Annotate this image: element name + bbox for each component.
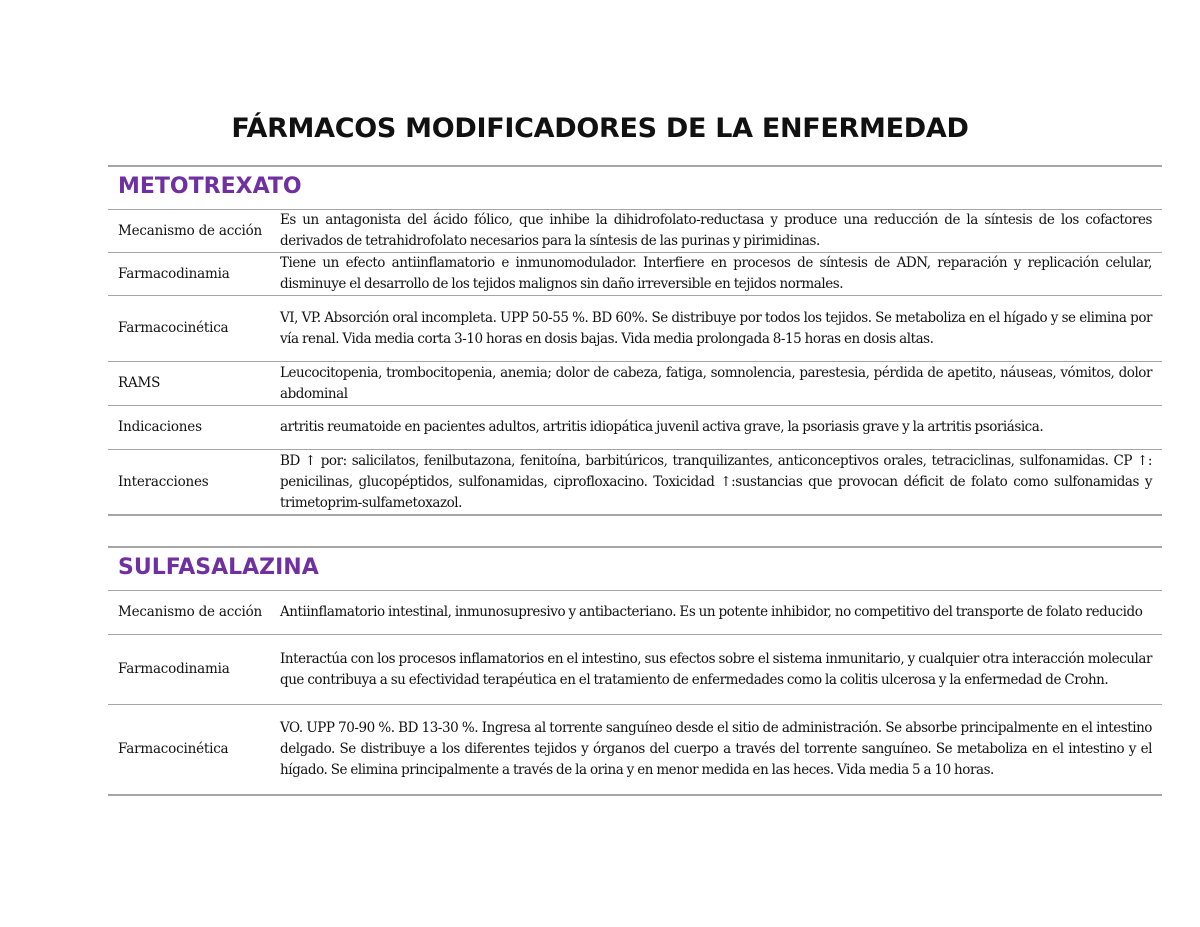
row-label: Mecanismo de acción (118, 604, 263, 620)
row-text: Leucocitopenia, trombocitopenia, anemia; dolor de cabeza, fatiga, somnolencia, parestesia, pérdida de apetito, náuseas, vómitos, dolor abdominal (280, 364, 1152, 402)
row-label: Mecanismo de acción (118, 222, 263, 239)
drug-section-metotrexato (108, 165, 1162, 516)
row-text: Es un antagonista del ácido fólico, que inhibe la dihidrofolato-reductasa y produce una reducción de la síntesis de los cofactores derivados de tetrahidrofolato necesarios para la síntesis de las purinas y pirimidinas. (280, 212, 1152, 249)
table-row (108, 210, 1162, 253)
row-text: VI, VP. Absorción oral incompleta. UPP 50-55 %. BD 60%. Se distribuye por todos los tejidos. Se metaboliza en el hígado y se elimina por vía renal. Vida media corta 3-10 horas en dosis bajas. Vida media prolongada 8-15 horas en dosis altas. (280, 309, 1152, 347)
row-text: Interactúa con los procesos inflamatorios en el intestino, sus efectos sobre el sistema inmunitario, y cualquier otra interacción molecular que contribuya a su efectividad terapéutica en el tratamiento de enfermedades como la colitis ulcerosa y la enfermedad de Crohn. (280, 650, 1152, 688)
row-text: artritis reumatoide en pacientes adultos, artritis idiopática juvenil activa grave, la psoriasis grave y la artritis psoriásica. (280, 419, 1044, 435)
document-title: FÁRMACOS MODIFICADORES DE LA ENFERMEDAD (231, 113, 969, 144)
table-row (108, 253, 1162, 296)
row-text: Tiene un efecto antiinflamatorio e inmunomodulador. Interfiere en procesos de síntesis de ADN, reparación y replicación celular, disminuye el desarrollo de los tejidos malignos sin daño irreversible en tejidos normales. (280, 255, 1152, 292)
table-row (108, 406, 1162, 450)
table-row (108, 635, 1162, 705)
row-text: BD ↑ por: salicilatos, fenilbutazona, fenitoína, barbitúricos, tranquilizantes, anticonceptivos orales, tetraciclinas, sulfonamidas. CP ↑: penicilinas, glucopéptidos, sulfonamidas, ciprofloxacino. Toxicidad ↑:sustancias que provocan déficit de folato como sulfonamidas y trimetoprim-sulfametoxazol. (280, 452, 1152, 511)
table-row (108, 450, 1162, 516)
row-label: Farmacodinamia (118, 265, 230, 282)
table-row (108, 591, 1162, 635)
drug-section-sulfasalazina (108, 546, 1162, 796)
row-label: Farmacodinamia (118, 661, 230, 677)
drug-header (108, 546, 1162, 591)
drug-name: SULFASALAZINA (118, 555, 319, 580)
row-label: Farmacocinética (118, 320, 229, 336)
row-text: VO. UPP 70-90 %. BD 13-30 %. Ingresa al torrente sanguíneo desde el sitio de administración. Se absorbe principalmente en el intestino delgado. Se distribuye a los diferentes tejidos y órganos del cuerpo a través del torrente sanguíneo. Se metaboliza en el intestino y el hígado. Se elimina principalmente a través de la orina y en menor medida en las heces. Vida media 5 a 10 horas. (280, 720, 1152, 778)
drug-header (108, 165, 1162, 210)
table-row (108, 296, 1162, 362)
table-row (108, 362, 1162, 406)
table-row (108, 705, 1162, 796)
row-label: RAMS (118, 375, 161, 391)
row-text: Antiinflamatorio intestinal, inmunosupresivo y antibacteriano. Es un potente inhibidor, no competitivo del transporte de folato reducido (280, 604, 1143, 620)
drug-name: METOTREXATO (118, 174, 302, 199)
row-label: Indicaciones (118, 419, 202, 435)
row-label: Farmacocinética (118, 741, 229, 757)
row-label: Interacciones (118, 473, 209, 490)
